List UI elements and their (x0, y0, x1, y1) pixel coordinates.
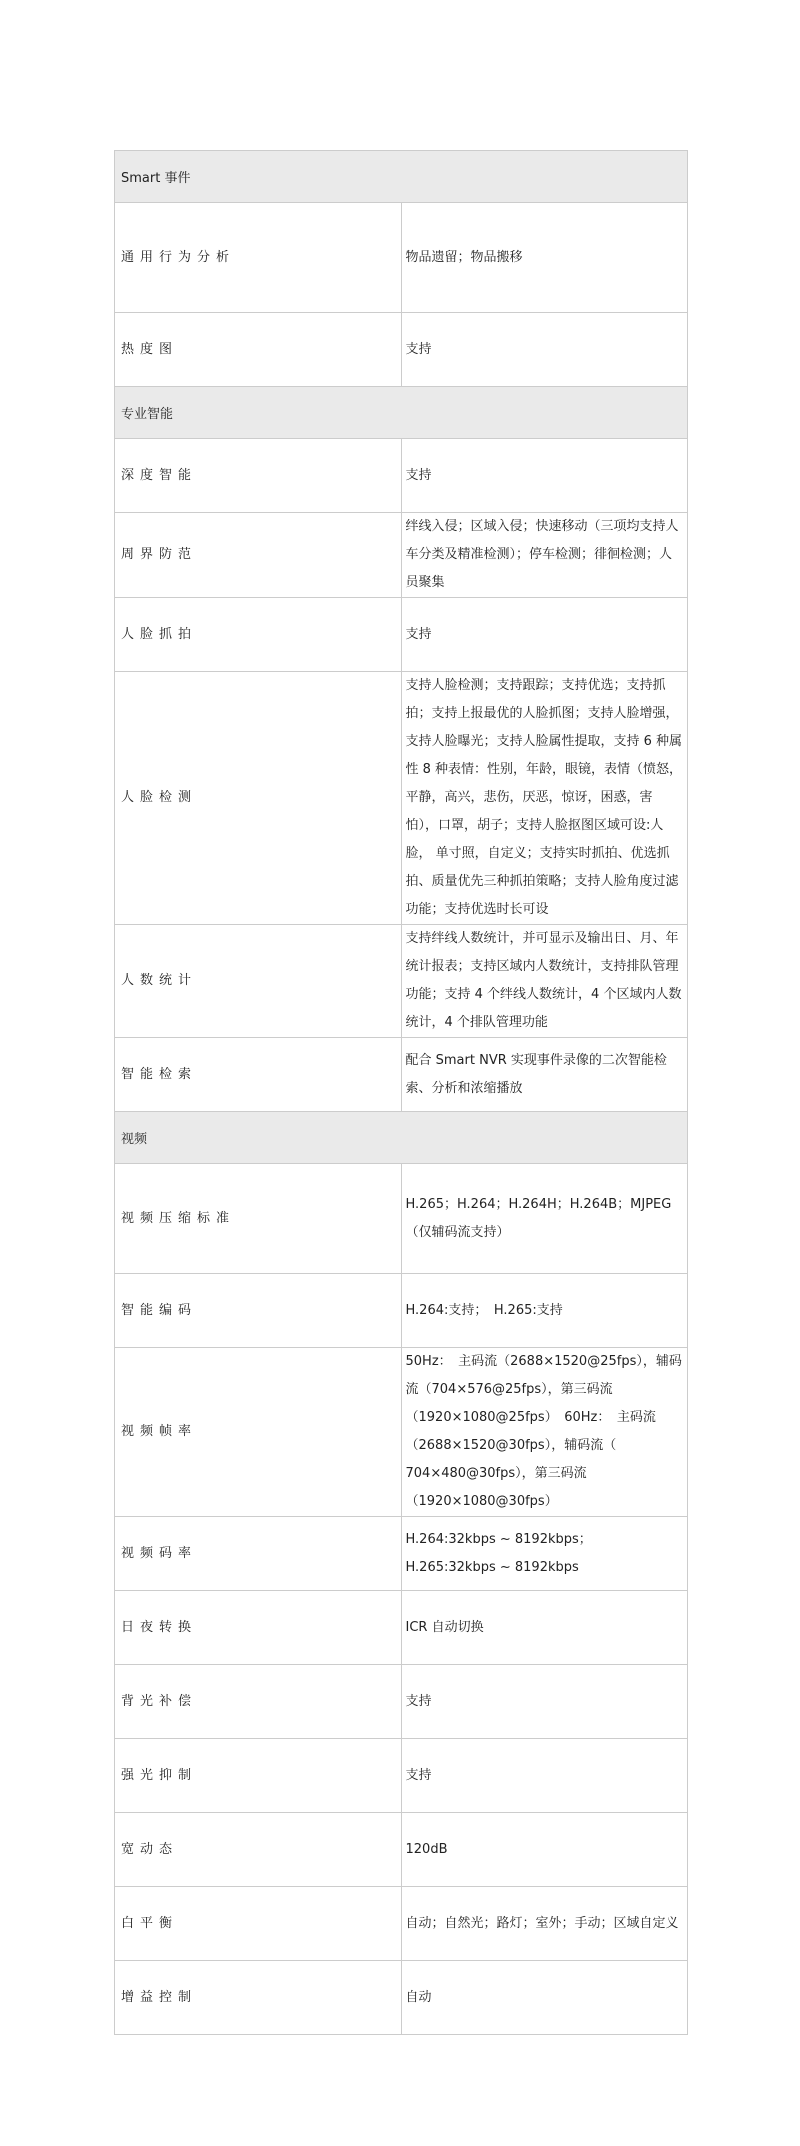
spec-label: 背光补偿 (115, 1665, 402, 1739)
spec-row (115, 672, 688, 925)
spec-value: 绊线入侵；区域入侵；快速移动（三项均支持人车分类及精准检测）；停车检测；徘徊检测；人员聚集 (401, 513, 688, 598)
spec-row (115, 1517, 688, 1591)
spec-row (115, 1665, 688, 1739)
section-title: 专业智能 (115, 387, 688, 439)
spec-value: 120dB (401, 1813, 688, 1887)
spec-row (115, 925, 688, 1038)
spec-value: H.264:32kbps ~ 8192kbps； H.265:32kbps ~ 8192kbps (401, 1517, 688, 1591)
spec-row (115, 513, 688, 598)
spec-row (115, 313, 688, 387)
spec-label: 周界防范 (115, 513, 402, 598)
section-header-row (115, 151, 688, 203)
spec-value: 支持人脸检测；支持跟踪；支持优选；支持抓拍；支持上报最优的人脸抓图；支持人脸增强，支持人脸曝光；支持人脸属性提取，支持 6 种属性 8 种表情：性别，年龄，眼镜，表情（愤怒，平静，高兴，悲伤，厌恶，惊讶，困惑，害怕），口罩，胡子；支持人脸抠图区域可设:人脸， 单寸照，自定义；支持实时抓拍、优选抓拍、质量优先三种抓拍策略；支持人脸角度过滤功能；支持优选时长可设 (401, 672, 688, 925)
spec-value: 配合 Smart NVR 实现事件录像的二次智能检索、分析和浓缩播放 (401, 1038, 688, 1112)
spec-value: ICR 自动切换 (401, 1591, 688, 1665)
spec-table-body (115, 151, 688, 2035)
spec-label: 强光抑制 (115, 1739, 402, 1813)
section-title: Smart 事件 (115, 151, 688, 203)
spec-label: 视频帧率 (115, 1348, 402, 1517)
spec-row (115, 439, 688, 513)
section-title: 视频 (115, 1112, 688, 1164)
spec-label: 人数统计 (115, 925, 402, 1038)
spec-label: 人脸抓拍 (115, 598, 402, 672)
spec-label: 通用行为分析 (115, 203, 402, 313)
spec-value: 支持 (401, 439, 688, 513)
spec-value: H.264:支持； H.265:支持 (401, 1274, 688, 1348)
spec-row (115, 1961, 688, 2035)
spec-row (115, 1274, 688, 1348)
spec-label: 热度图 (115, 313, 402, 387)
spec-label: 宽动态 (115, 1813, 402, 1887)
spec-value: H.265；H.264；H.264H；H.264B；MJPEG（仅辅码流支持） (401, 1164, 688, 1274)
spec-value: 物品遗留；物品搬移 (401, 203, 688, 313)
spec-label: 增益控制 (115, 1961, 402, 2035)
spec-label: 智能检索 (115, 1038, 402, 1112)
spec-value: 支持绊线人数统计，并可显示及输出日、月、年统计报表；支持区域内人数统计，支持排队管理功能；支持 4 个绊线人数统计，4 个区域内人数统计，4 个排队管理功能 (401, 925, 688, 1038)
spec-row (115, 1739, 688, 1813)
spec-value: 支持 (401, 313, 688, 387)
spec-value: 自动；自然光；路灯；室外；手动；区域自定义 (401, 1887, 688, 1961)
spec-row (115, 1348, 688, 1517)
spec-row (115, 598, 688, 672)
section-header-row (115, 1112, 688, 1164)
spec-row (115, 203, 688, 313)
spec-table (114, 150, 688, 2035)
spec-row (115, 1813, 688, 1887)
spec-value: 自动 (401, 1961, 688, 2035)
spec-value: 支持 (401, 1739, 688, 1813)
spec-label: 深度智能 (115, 439, 402, 513)
spec-value: 支持 (401, 1665, 688, 1739)
spec-label: 视频压缩标准 (115, 1164, 402, 1274)
spec-label: 人脸检测 (115, 672, 402, 925)
section-header-row (115, 387, 688, 439)
spec-row (115, 1887, 688, 1961)
spec-value: 支持 (401, 598, 688, 672)
spec-row (115, 1164, 688, 1274)
spec-label: 视频码率 (115, 1517, 402, 1591)
spec-label: 日夜转换 (115, 1591, 402, 1665)
spec-label: 智能编码 (115, 1274, 402, 1348)
spec-row (115, 1038, 688, 1112)
spec-label: 白平衡 (115, 1887, 402, 1961)
spec-value: 50Hz： 主码流（2688×1520@25fps），辅码流（704×576@25fps），第三码流（1920×1080@25fps） 60Hz： 主码流（2688×1520@30fps），辅码流（ 704×480@30fps），第三码流（1920×1080@30fps） (401, 1348, 688, 1517)
spec-row (115, 1591, 688, 1665)
